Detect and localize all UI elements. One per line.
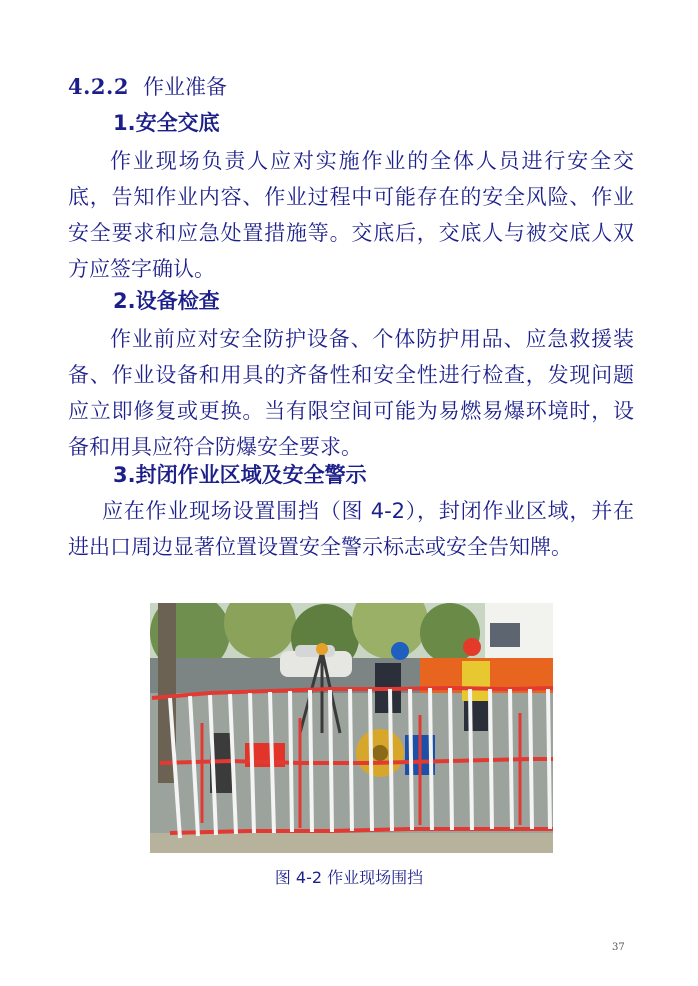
subheading-3: 3.封闭作业区域及安全警示	[113, 463, 367, 487]
paragraph-2: 作业前应对安全防护设备、个体防护用品、应急救援装备、作业设备和用具的齐备性和安全性进行检查，发现问题应立即修复或更换。当有限空间可能为易燃易爆环境时，设备和用具应符合防爆安全要求。	[68, 327, 634, 459]
figure-caption: 图 4-2 作业现场围挡	[274, 868, 424, 887]
subheading-1: 1.安全交底	[113, 111, 220, 135]
page-number: 37	[612, 942, 625, 953]
figure-photo	[150, 603, 553, 853]
paragraph-1: 作业现场负责人应对实施作业的全体人员进行安全交底，告知作业内容、作业过程中可能存在的安全风险、作业安全要求和应急处置措施等。交底后，交底人与被交底人双方应签字确认。	[68, 149, 634, 281]
section-title: 作业准备	[142, 75, 227, 99]
section-heading	[68, 70, 227, 104]
section-number: 4.2.2	[68, 74, 129, 99]
subheading-2: 2.设备检查	[113, 289, 220, 313]
paragraph-3: 应在作业现场设置围挡（图 4-2），封闭作业区域，并在进出口周边显著位置设置安全警示标志或安全告知牌。	[68, 499, 634, 559]
worksite-barrier-photo	[150, 603, 553, 853]
